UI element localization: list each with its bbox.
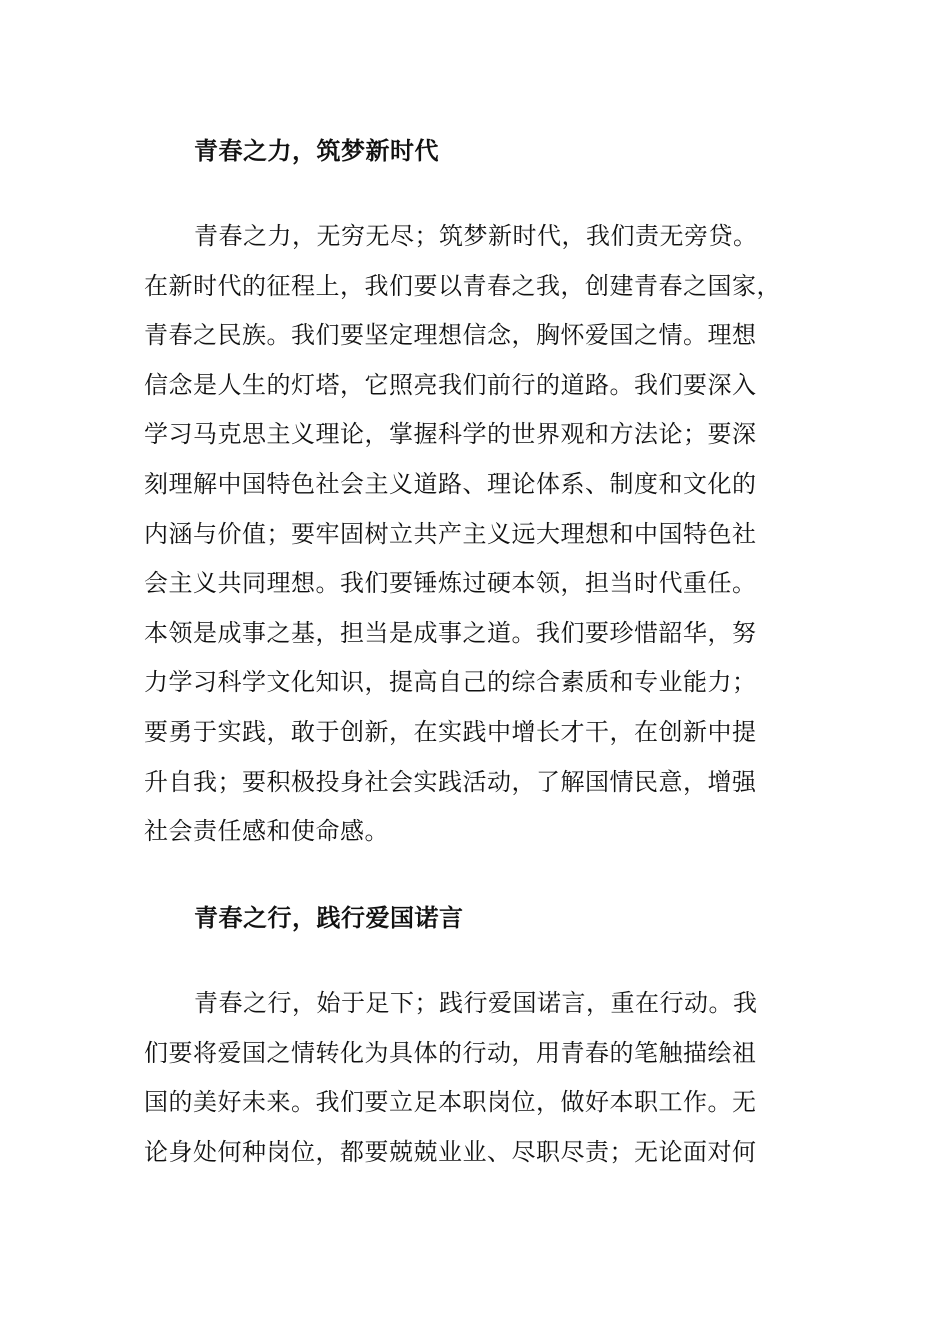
paragraph-line: 刻理解中国特色社会主义道路、理论体系、制度和文化的 xyxy=(144,469,757,498)
paragraph-line: 要勇于实践，敢于创新，在实践中增长才干，在创新中提 xyxy=(144,717,757,746)
paragraph-line: 论身处何种岗位，都要兢兢业业、尽职尽责；无论面对何 xyxy=(144,1137,757,1166)
paragraph-line: 青春之力，无穷无尽；筑梦新时代，我们责无旁贷。 xyxy=(194,222,758,250)
paragraph-line: 内涵与价值；要牢固树立共产主义远大理想和中国特色社 xyxy=(144,519,757,548)
paragraph-line: 国的美好未来。我们要立足本职岗位，做好本职工作。无 xyxy=(144,1088,757,1117)
paragraph-line: 会主义共同理想。我们要锤炼过硬本领，担当时代重任。 xyxy=(144,569,757,598)
section-paragraph-1 xyxy=(144,212,824,857)
paragraph-line: 青春之行，始于足下；践行爱国诺言，重在行动。我 xyxy=(194,989,758,1017)
paragraph-line: 信念是人生的灯塔，它照亮我们前行的道路。我们要深入 xyxy=(144,370,757,399)
paragraph-line: 在新时代的征程上，我们要以青春之我，创建青春之国家， xyxy=(144,271,781,300)
paragraph-line: 们要将爱国之情转化为具体的行动，用青春的笔触描绘祖 xyxy=(144,1038,757,1067)
paragraph-line: 社会责任感和使命感。 xyxy=(144,817,389,846)
paragraph-line: 青春之民族。我们要坚定理想信念，胸怀爱国之情。理想 xyxy=(144,321,757,350)
paragraph-line: 力学习科学文化知识，提高自己的综合素质和专业能力； xyxy=(144,668,757,697)
section-heading-1: 青春之力，筑梦新时代 xyxy=(194,137,439,165)
section-heading-2: 青春之行，践行爱国诺言 xyxy=(194,904,464,932)
paragraph-line: 学习马克思主义理论，掌握科学的世界观和方法论；要深 xyxy=(144,420,757,449)
section-paragraph-2 xyxy=(144,979,824,1177)
paragraph-line: 升自我；要积极投身社会实践活动，了解国情民意，增强 xyxy=(144,767,757,796)
paragraph-line: 本领是成事之基，担当是成事之道。我们要珍惜韶华，努 xyxy=(144,618,757,647)
